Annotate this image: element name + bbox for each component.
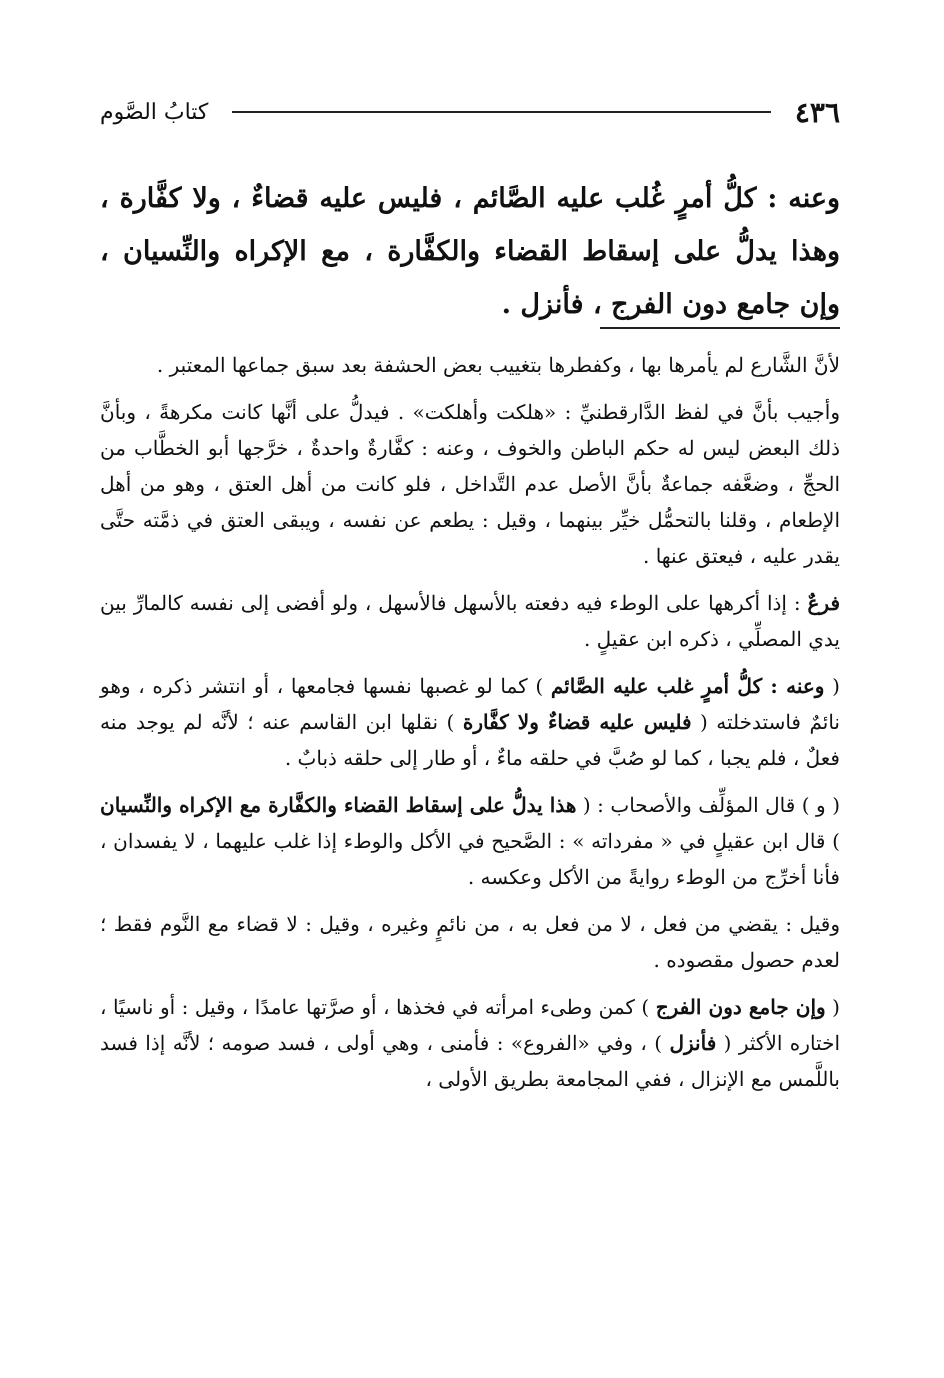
quoted-matn: وعنه : كلُّ أمرٍ غلب عليه الصَّائم [550,674,825,698]
paragraph-text: : إذا أكرهها على الوطء فيه دفعته بالأسهل فالأسهل ، ولو أفضى إلى نفسه كالمارِّ بين يدي المصلِّي ، ذكره ابن عقيلٍ . [100,591,840,651]
matn-line: يدلُّ على إسقاط القضاء والكفَّارة ، مع الإكراه والنِّسيان ، وإن جامع دون [100,236,840,320]
matn-line: وعنه : كلُّ أمرٍ غُلب عليه الصَّائم ، فليس عليه قضاءٌ ، ولا كفَّارة ، وهذا [100,183,840,267]
paragraph-text: ( [824,674,840,698]
paragraph-text: ( و ) قال المؤلِّف والأصحاب : ( [576,793,840,817]
matn-text [100,172,840,331]
commentary-paragraph [100,787,840,895]
paragraph-text: ) كما لو غصبها نفسها فجامعها ، أو انتشر ذكره ، وهو نائمٌ فاستدخلته ( [100,674,841,734]
header-rule [232,111,770,113]
quoted-matn: فأنزل [669,1031,717,1055]
quoted-matn: فليس عليه قضاءٌ ولا كفَّارة [462,710,692,734]
paragraph-text: ) كمن وطىء امرأته في فخذها ، أو صرَّتها عامدًا ، وقيل : أو ناسيًا ، اختاره الأكثر ( [100,995,840,1055]
commentary-paragraph [100,668,840,776]
paragraph-text: ) قال ابن عقيلٍ في « مفرداته » : الصَّحيح في الأكل والوطء إذا غلب عليهما ، لا يفسدان ، فأنا أخرِّج من الوطء روايةً من الأكل وعكسه . [100,829,840,889]
paragraph-text: ) نقلها ابن القاسم عنه ؛ لأنَّه لم يوجد منه فعلٌ ، فلم يجبا ، كما لو صُبَّ في حلقه ماءٌ ، أو طار إلى حلقه ذبابٌ . [100,710,840,770]
commentary-paragraph: لأنَّ الشَّارع لم يأمرها بها ، وكفطرها بتغييب بعض الحشفة بعد سبق جماعها المعتبر . [156,353,840,377]
commentary-paragraph: وقيل : يقضي من فعل ، لا من فعل به ، من نائمٍ وغيره ، وقيل : لا قضاء مع النَّوم فقط ؛ لعدم حصول مقصوده . [100,912,840,972]
commentary-paragraph [100,989,840,1097]
footnote-separator [600,327,840,329]
running-title: كتابُ الصَّوم [100,99,209,125]
commentary-paragraph: وأجيب بأنَّ في لفظ الدَّارقطنيِّ : «هلكت وأهلكت» . فيدلُّ على أنَّها كانت مكرهةً ، وبأنَّ ذلك البعض ليس له حكم الباطن والخوف ، وعنه : كفَّارةٌ واحدةٌ ، خرَّجها أبو الخطَّاب من الحجِّ ، وضعَّفه جماعةٌ بأنَّ الأصل عدم التَّداخل ، فلو كانت من أهل العتق ، وهو من أهل الإطعام ، وقلنا بالتحمُّل خيِّر بينهما ، وقيل : يطعم عن نفسه ، ويبقى العتق في ذمَّته حتَّى يقدر عليه ، فيعتق عنها . [100,400,840,568]
paragraph-text: ( [825,995,840,1019]
commentary-paragraph [100,585,840,657]
paragraph-text: ) ، وفي «الفروع» : فأمنى ، وهي أولى ، فسد صومه ؛ لأنَّه إذا فسد باللَّمس مع الإنزال ، ففي المجامعة بطريق الأولى ، [100,1031,840,1091]
page-header [100,92,840,132]
quoted-matn: وإن جامع دون الفرج [655,995,826,1019]
quoted-matn: هذا يدلُّ على إسقاط القضاء والكفَّارة مع الإكراه والنِّسيان [100,793,577,817]
page-number: ٤٣٦ [794,95,840,129]
matn-line: الفرج ، فأنزل . [501,289,673,320]
commentary [100,347,840,1108]
bold-lead: فرعٌ [807,591,840,615]
